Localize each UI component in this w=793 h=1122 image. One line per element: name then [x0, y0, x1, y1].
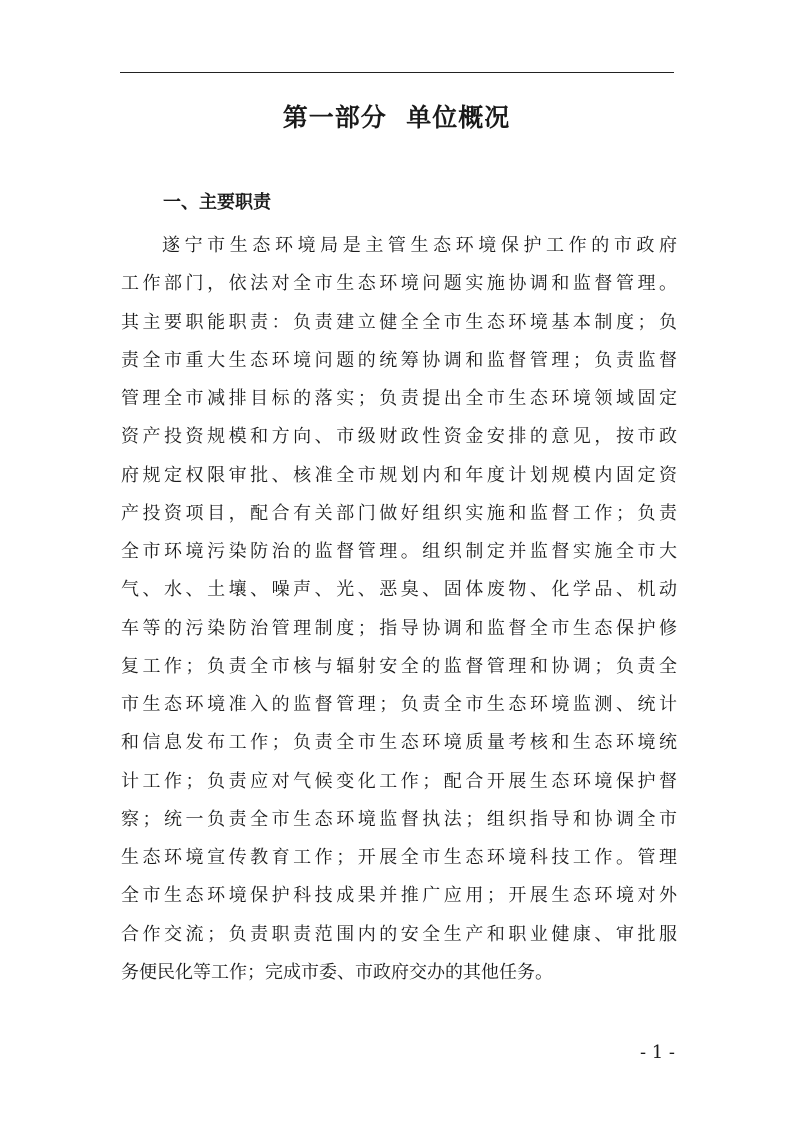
paragraph-line: 全市生态环境保护科技成果并推广应用；开展生态环境对外 — [121, 885, 677, 907]
paragraph-line: 察；统一负责全市生态环境监督执法；组织指导和协调全市 — [121, 808, 677, 830]
paragraph-line: 遂宁市生态环境局是主管生态环境保护工作的市政府 — [162, 235, 677, 256]
paragraph-line: 府规定权限审批、核准全市规划内和年度计划规模内固定资 — [121, 464, 677, 486]
paragraph-line: 务便民化等工作；完成市委、市政府交办的其他任务。 — [121, 961, 553, 983]
paragraph-line: 工作部门，依法对全市生态环境问题实施协调和监督管理。 — [121, 273, 677, 295]
paragraph-line: 市生态环境准入的监督管理；负责全市生态环境监测、统计 — [121, 694, 677, 715]
paragraph-line: 生态环境宣传教育工作；开展全市生态环境科技工作。管理 — [121, 847, 677, 868]
paragraph-line: 其主要职能职责：负责建立健全全市生态环境基本制度；负 — [121, 311, 677, 333]
paragraph-line: 资产投资规模和方向、市级财政性资金安排的意见，按市政 — [121, 426, 677, 448]
paragraph-line: 合作交流；负责职责范围内的安全生产和职业健康、审批服 — [121, 923, 677, 945]
paragraph-line: 复工作；负责全市核与辐射安全的监督管理和协调；负责全 — [121, 655, 677, 677]
paragraph-line: 管理全市减排目标的落实；负责提出全市生态环境领域固定 — [121, 388, 677, 409]
section-paragraph — [121, 227, 677, 992]
paragraph-line: 气、水、土壤、噪声、光、恶臭、固体废物、化学品、机动 — [121, 579, 677, 601]
paragraph-line: 和信息发布工作；负责全市生态环境质量考核和生态环境统 — [121, 732, 677, 754]
section-heading: 一、主要职责 — [163, 192, 271, 213]
paragraph-line: 全市环境污染防治的监督管理。组织制定并监督实施全市大 — [121, 541, 677, 562]
paragraph-line: 责全市重大生态环境问题的统筹协调和监督管理；负责监督 — [121, 349, 677, 371]
paragraph-line: 车等的污染防治管理制度；指导协调和监督全市生态保护修 — [121, 617, 677, 639]
page-number: - 1 - — [639, 1042, 675, 1063]
paragraph-line: 计工作；负责应对气候变化工作；配合开展生态环境保护督 — [121, 770, 677, 792]
page-title: 第一部分 单位概况 — [282, 103, 511, 132]
header-rule — [120, 72, 674, 73]
paragraph-line: 产投资项目，配合有关部门做好组织实施和监督工作；负责 — [121, 502, 677, 524]
